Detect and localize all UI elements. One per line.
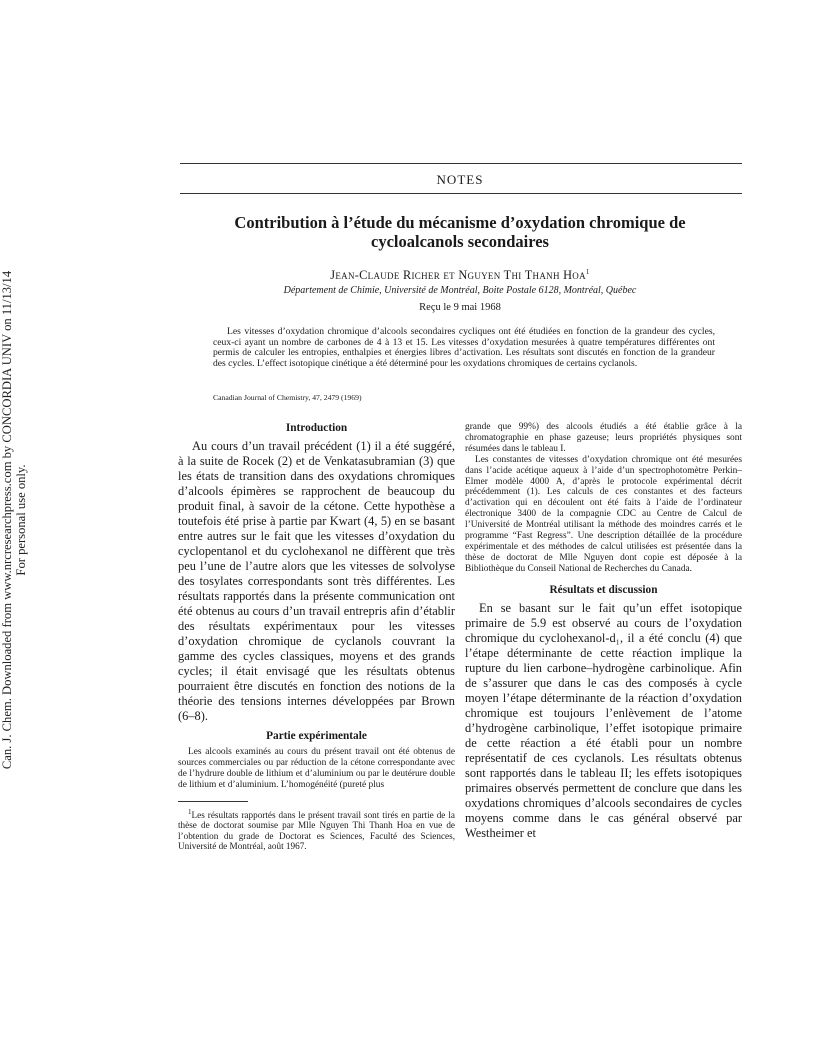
- article-title: [190, 213, 730, 251]
- received-date: Reçu le 9 mai 1968: [419, 302, 501, 313]
- watermark-line-2: For personal use only.: [14, 464, 28, 576]
- results-paragraph: En se basant sur le fait qu’un effet isotopique primaire de 5.9 est observé au cours de l’oxydation chromique du cyclohexanol-d₁, il a été conclu (4) que l’étape déterminante de cette réaction implique la rupture du lien carbone–hydrogène carbinolique. Afin de s’assurer que dans le cas des composés à cycle moyen l’étape déterminante de la réaction d’oxydation chromique est toujours l’enlèvement de l’atome d’hydrogène carbinolique, l’effet isotopique primaire de cette réaction a été établi pour un nombre représentatif de ces cyclanols. Les résultats obtenus sont rapportés dans le tableau II; les effets isotopiques primaires observés permettent de conclure que dans les oxydations chromiques d’alcools secondaires de cycles moyens comme dans le cas général observé par Westheimer et: [465, 600, 742, 840]
- footnote-text: Les résultats rapportés dans le présent travail sont tirés en partie de la thèse de doctorat soumise par Mlle Nguyen Thi Thanh Hoa en vue de l’obtention du grade de Doctorat es Sciences, Faculté des Sciences, Université de Montréal, août 1967.: [178, 809, 455, 852]
- results-heading: Résultats et discussion: [549, 583, 658, 596]
- author-names: Jean-Claude Richer et Nguyen Thi Thanh Hoa: [330, 268, 586, 282]
- abstract: Les vitesses d’oxydation chromique d’alcools secondaires cycliques ont été étudiées en fonction de la grandeur des cycles, ceux-ci ayant un nombre de carbones de 4 à 13 et 15. Les vitesses d’oxydation mesurées à quatre températures différentes ont permis de calculer les entropies, enthalpies et énergies libres d’activation. Les résultats sont discutés en fonction de la grandeur des cycles. L’effect isotopique cinétique a été déterminé pour les oxydations chromiques de certains cyclanols.: [213, 326, 715, 369]
- section-header: NOTES: [436, 172, 484, 187]
- introduction-heading: Introduction: [285, 422, 348, 434]
- watermark-line-1: Can. J. Chem. Downloaded from www.nrcresearchpress.com by CONCORDIA UNIV on 11/13/14: [0, 270, 14, 770]
- title-line-1: Contribution à l’étude du mécanisme d’oxydation chromique de: [234, 213, 686, 232]
- journal-citation: Canadian Journal of Chemistry, 47, 2479 (1969): [213, 393, 362, 402]
- experimental-paragraph: Les alcools examinés au cours du présent travail ont été obtenus de sources commerciales ou par réduction de la cétone correspondante avec de l’hydrure double de lithium et d’aluminium ou par le deutérure double de lithium et d’aluminium. L’homogénéité (pureté plus: [178, 747, 455, 790]
- authors: [180, 268, 740, 283]
- experimental-continuation: grande que 99%) des alcools étudiés a été établie grâce à la chromatographie en phase gazeuse; leurs propriétés physiques sont résumées dans le tableau I.: [465, 422, 742, 454]
- title-line-2: cycloalcanols secondaires: [371, 232, 549, 251]
- download-watermark: [0, 215, 42, 825]
- introduction-paragraph: Au cours d’un travail précédent (1) il a été suggéré, à la suite de Rocek (2) et de Venkatasubramian (3) que les états de transition dans des oxydations chromiques d’alcools épimères se rapprochent de beaucoup du produit final, à savoir de la cétone. Cette hypothèse a toutefois été prise à partie par Kwart (4, 5) en se basant entre autres sur le fait que les vitesses d’oxydation du cyclopentanol et du cyclohexanol ne diffèrent que très peu l’une de l’autre alors que les vitesses de solvolyse des tosylates correspondants sont très différentes. Les résultats rapportés dans la présente communication ont été obtenus au cours d’un travail entrepris afin d’établir des résultats expérimentaux pour les vitesses d’oxydation chromique de cyclanols couvrant la gamme des cycles classiques, moyens et des grands cycles; il était envisagé que les résultats obtenus pourraient être discutés en fonction des notions de la théorie des tensions internes développées par Brown (6–8).: [178, 439, 455, 723]
- footnote-rule: [178, 801, 248, 802]
- right-column: [465, 422, 742, 841]
- author-footnote-mark: 1: [585, 267, 590, 276]
- affiliation: Département de Chimie, Université de Montréal, Boite Postale 6128, Montréal, Québec: [283, 285, 637, 296]
- experimental-paragraph-2: Les constantes de vitesses d’oxydation chromique ont été mesurées dans l’acide acétique aqueux à l’aide d’un spectrophotomètre Perkin–Elmer modèle 4000 A, d’après le protocole expérimental décrit précédemment (1). Les calculs de ces constantes et des facteurs d’activation qui en découlent ont été faits à l’aide de l’ordinateur électronique 3400 de la compagnie CDC au Centre de Calcul de l’Université de Montréal utilisant la méthode des moindres carrés et le programme “Fast Regress”. Une description détaillée de la procédure expérimentale et des méthodes de calcul utilisées est présentée dans la thèse de doctorat de Mlle Nguyen dont copie est déposée à la Bibliothèque du Conseil National de Recherches du Canada.: [465, 454, 742, 574]
- header-rule-top: [180, 163, 742, 164]
- experimental-heading: Partie expérimentale: [266, 730, 367, 742]
- footnote: [178, 807, 455, 852]
- left-column: [178, 422, 455, 852]
- header-rule-bottom: [180, 193, 742, 194]
- footnote-mark: 1: [188, 807, 192, 816]
